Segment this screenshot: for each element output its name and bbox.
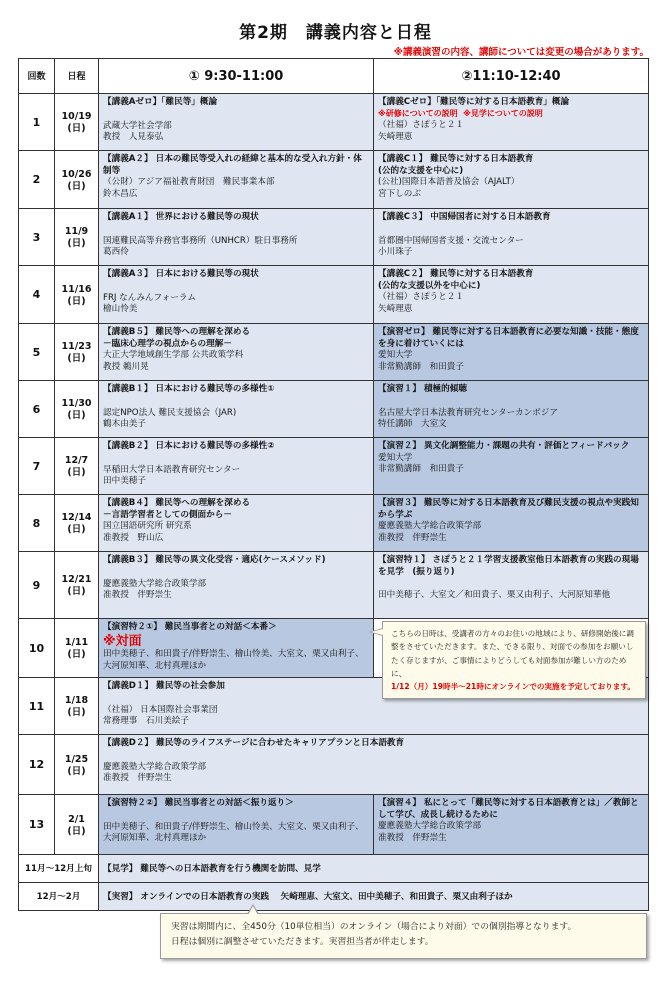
practice-note-line1: 実習は期間内に、全450分（10単位相当）のオンライン（場合により対面）での個別指導となります。 bbox=[171, 922, 577, 932]
table-row bbox=[19, 94, 649, 151]
lecturer-name: 檜山怜美 bbox=[103, 304, 138, 315]
date-day: 11/16 bbox=[61, 283, 92, 295]
lecture-cell-full bbox=[99, 735, 649, 795]
row-date bbox=[55, 151, 99, 209]
row-date bbox=[55, 324, 99, 381]
lecturer-name: 葛西伶 bbox=[103, 247, 129, 258]
date-day: 1/18 bbox=[64, 695, 89, 707]
lecture-title: 【演習１】 積極的傾聴 bbox=[378, 384, 467, 394]
lecturer-name: 矢崎理恵 bbox=[378, 131, 413, 142]
date-weekday: (日) bbox=[67, 524, 86, 535]
lecture-cell-am bbox=[99, 151, 374, 209]
row-number: 12 bbox=[19, 735, 55, 795]
date-weekday: (日) bbox=[67, 410, 86, 421]
lecturer-org: 首都圏中国帰国者支援・交流センター bbox=[378, 235, 524, 246]
table-row bbox=[19, 209, 649, 266]
row-date bbox=[55, 495, 99, 552]
lecturer-names: 田中美穂子、和田貴子/伴野崇生、檜山怜美、大室文、栗又由利子、大河原知華、北村真理ほか bbox=[103, 821, 364, 844]
lecture-title: 【演習ゼロ】 難民等に対する日本語教育に必要な知識・技能・態度を身に着けていくには bbox=[378, 327, 639, 349]
date-weekday: (日) bbox=[67, 123, 86, 134]
lecture-cell-pm bbox=[374, 266, 649, 324]
lecture-title: 【講義D２】 難民等のライフステージに合わせたキャリアプランと日本語教育 bbox=[103, 738, 405, 748]
lecturer-name: 教授 鵜川晃 bbox=[103, 361, 149, 372]
practice-row bbox=[19, 883, 649, 911]
lecturer-org: （社福）さぽうと２１ bbox=[378, 292, 464, 303]
lecturer-name: 宮下しのぶ bbox=[378, 188, 421, 199]
lecture-cell-pm bbox=[374, 438, 649, 495]
row-date bbox=[55, 678, 99, 735]
lecturer-org: 武蔵大学社会学部 bbox=[103, 120, 172, 131]
practice-note-callout bbox=[160, 913, 647, 959]
lecturer-org: （社福） 日本国際社会事業団 bbox=[103, 704, 218, 715]
table-row bbox=[19, 795, 649, 855]
lecture-subtitle: (公的な支援以外を中心に) bbox=[378, 280, 481, 291]
lecturer-name: 特任講師 大室文 bbox=[378, 419, 447, 430]
lecture-cell-am bbox=[99, 94, 374, 151]
date-weekday: (日) bbox=[67, 295, 86, 307]
date-weekday: (日) bbox=[67, 765, 86, 777]
lecturer-org: 慶應義塾大学総合政策学部 bbox=[378, 521, 482, 532]
lecture-subtitle: －言語学習者としての側面から－ bbox=[103, 509, 232, 520]
lecturer-name: 鈴木昌広 bbox=[103, 188, 138, 199]
lecture-title: 【演習２】 異文化調整能力・課題の共有・評価とフィードバック bbox=[378, 441, 630, 451]
lecturer-org: 愛知大学 bbox=[378, 350, 413, 361]
row-date bbox=[55, 552, 99, 619]
table-row bbox=[19, 495, 649, 552]
lecture-cell-am bbox=[99, 795, 374, 855]
date-day: 12/7 bbox=[64, 455, 89, 467]
lecturer-name: 准教授 伴野崇生 bbox=[103, 773, 172, 784]
table-row bbox=[19, 151, 649, 209]
lecturer-org: FRJ なんみんフォーラム bbox=[103, 292, 197, 303]
lecturer-org: 大正大学地域創生学部 公共政策学科 bbox=[103, 350, 244, 361]
date-day: 11/30 bbox=[61, 398, 92, 410]
lecturer-name: 准教授 伴野崇生 bbox=[103, 590, 172, 601]
lecturer-name: 非常勤講師 和田貴子 bbox=[378, 464, 464, 475]
lecture-title: 【演習３】 難民等に対する日本語教育及び難民支援の視点や実践知から学ぶ bbox=[378, 498, 639, 520]
header-date: 日程 bbox=[55, 59, 99, 94]
lecture-cell-pm bbox=[374, 94, 649, 151]
lecturer-name: 小川珠子 bbox=[378, 247, 413, 258]
date-weekday: (日) bbox=[67, 467, 86, 478]
date-day: 10/19 bbox=[61, 111, 92, 123]
date-day: 10/26 bbox=[61, 168, 92, 180]
lecture-title: 【講義Cゼロ】「難民等に対する日本語教育」概論 bbox=[378, 97, 570, 107]
lecturer-org: 愛知大学 bbox=[378, 452, 413, 463]
visit-period: 11月～12月上旬 bbox=[19, 855, 99, 883]
online-option-date: 1/12（月）19時半～21時にオンラインでの実施を予定しております。 bbox=[391, 682, 635, 692]
lecture-cell-am bbox=[99, 619, 374, 678]
lecturer-name: 准教授 伴野崇生 bbox=[378, 532, 447, 543]
lecture-cell-am bbox=[99, 381, 374, 438]
lecturer-name: 矢崎理恵 bbox=[378, 303, 413, 314]
lecture-title: 【講義Aゼロ】「難民等」概論 bbox=[103, 97, 218, 107]
lecture-title: 【講義B３】 難民等の異文化受容・適応(ケースメソッド) bbox=[103, 555, 326, 565]
row-date bbox=[55, 795, 99, 855]
lecture-title: 【講義B４】 難民等への理解を深める bbox=[103, 498, 251, 508]
lecturer-name: 常務理事 石川美絵子 bbox=[103, 716, 189, 727]
lecture-cell-am bbox=[99, 495, 374, 552]
lecture-title: 【講義C３】 中国帰国者に対する日本語教育 bbox=[378, 212, 551, 222]
date-day: 12/21 bbox=[61, 574, 92, 586]
lecture-cell-pm bbox=[374, 209, 649, 266]
lecture-title: 【講義B５】 難民等への理解を深める bbox=[103, 327, 251, 337]
date-weekday: (日) bbox=[67, 238, 86, 249]
date-weekday: (日) bbox=[67, 649, 86, 660]
date-day: 12/14 bbox=[61, 512, 92, 524]
page-title: 第2期 講義内容と日程 bbox=[239, 23, 432, 43]
lecture-title: 【演習４】 私にとって「難民等に対する日本語教育とは」／教師として学び、成長し続けるために bbox=[378, 798, 639, 820]
header-no: 回数 bbox=[19, 59, 55, 94]
lecturer-org: 慶應義塾大学総合政策学部 bbox=[103, 761, 207, 772]
practice-description: 【実習】 オンラインでの日本語教育の実践 矢崎理恵、大室文、田中美穂子、和田貴子、栗又由利子ほか bbox=[99, 883, 649, 911]
lecture-cell-pm bbox=[374, 552, 649, 619]
row-number: 13 bbox=[19, 795, 55, 855]
table-row bbox=[19, 324, 649, 381]
lecture-cell-pm bbox=[374, 324, 649, 381]
lecture-cell-am bbox=[99, 209, 374, 266]
visit-row bbox=[19, 855, 649, 883]
lecture-cell-am bbox=[99, 438, 374, 495]
table-row bbox=[19, 552, 649, 619]
lecturer-org: 慶應義塾大学総合政策学部 bbox=[378, 821, 482, 832]
date-day: 1/11 bbox=[64, 637, 89, 649]
lecturer-name: 准教授 伴野崇生 bbox=[378, 832, 447, 843]
lecture-title: 【講義C２】 難民等に対する日本語教育 bbox=[378, 269, 534, 279]
row-number: 8 bbox=[19, 495, 55, 552]
row-number: 10 bbox=[19, 619, 55, 678]
row-number: 9 bbox=[19, 552, 55, 619]
lecture-cell-am bbox=[99, 324, 374, 381]
lecturer-org: 国立国語研究所 研究系 bbox=[103, 521, 192, 532]
lecturer-org: 慶應義塾大学総合政策学部 bbox=[103, 578, 207, 589]
lecture-cell-pm bbox=[374, 151, 649, 209]
visit-description: 【見学】 難民等への日本語教育を行う機関を訪問、見学 bbox=[99, 855, 649, 883]
row-number: 5 bbox=[19, 324, 55, 381]
row-date bbox=[55, 381, 99, 438]
lecture-cell-pm bbox=[374, 795, 649, 855]
lecture-title: 【演習特２①】 難民当事者との対話＜本番＞ bbox=[103, 622, 277, 632]
table-row bbox=[19, 438, 649, 495]
header-slot1: ① 9:30-11:00 bbox=[99, 59, 374, 94]
lecturer-org: （公財）アジア福祉教育財団 難民事業本部 bbox=[103, 177, 275, 188]
date-day: 1/25 bbox=[64, 753, 89, 765]
date-weekday: (日) bbox=[67, 586, 86, 597]
lecture-cell-am bbox=[99, 552, 374, 619]
training-explanation-link[interactable]: ※研修についての説明 bbox=[378, 108, 458, 118]
table-row bbox=[19, 266, 649, 324]
date-weekday: (日) bbox=[67, 353, 86, 364]
practice-period: 12月～2月 bbox=[19, 883, 99, 911]
row-number: 4 bbox=[19, 266, 55, 324]
date-weekday: (日) bbox=[67, 707, 86, 718]
lecturer-name: 田中美穂子 bbox=[103, 476, 146, 487]
row-date bbox=[55, 438, 99, 495]
row-number: 1 bbox=[19, 94, 55, 151]
lecture-subtitle: (公的な支援を中心に) bbox=[378, 165, 464, 176]
lecture-cell-am bbox=[99, 266, 374, 324]
lecture-cell-pm bbox=[374, 495, 649, 552]
date-day: 11/9 bbox=[64, 226, 89, 238]
row-number: 2 bbox=[19, 151, 55, 209]
lecturer-names: 田中美穂子、和田貴子/伴野崇生、檜山怜美、大室文、栗又由利子、大河原知華、北村真理ほか bbox=[103, 649, 364, 671]
row-date bbox=[55, 266, 99, 324]
practice-note-line2: 日程は個別に調整させていただきます。実習担当者が伴走します。 bbox=[171, 936, 434, 947]
lecture-cell-pm bbox=[374, 381, 649, 438]
lecturer-name: 准教授 野山広 bbox=[103, 532, 164, 543]
lecture-title: 【講義B１】 日本における難民等の多様性① bbox=[103, 384, 275, 394]
row-date bbox=[55, 94, 99, 151]
observation-explanation-link[interactable]: ※見学についての説明 bbox=[463, 108, 543, 118]
change-notice: ※講義演習の内容、講師については変更の場合があります。 bbox=[393, 47, 649, 58]
in-person-mark: ※対面 bbox=[103, 633, 142, 649]
lecture-title: 【演習特２②】 難民当事者との対話＜振り返り＞ bbox=[103, 798, 294, 808]
lecture-title: 【講義A２】 日本の難民等受入れの経緯と基本的な受入れ方針・体制等 bbox=[103, 154, 362, 176]
lecturer-org: 早稲田大学日本語教育研究センター bbox=[103, 464, 241, 475]
lecturer-org: （社福）さぽうと２１ bbox=[378, 120, 464, 131]
lecturer-name: 教授 人見泰弘 bbox=[103, 132, 164, 143]
row-number: 3 bbox=[19, 209, 55, 266]
table-row bbox=[19, 735, 649, 795]
lecture-subtitle: －臨床心理学の視点からの理解－ bbox=[103, 338, 232, 349]
row-date bbox=[55, 209, 99, 266]
online-option-callout bbox=[382, 621, 646, 699]
table-row bbox=[19, 381, 649, 438]
date-day: 2/1 bbox=[68, 813, 85, 825]
schedule-table bbox=[18, 58, 649, 911]
row-number: 11 bbox=[19, 678, 55, 735]
lecture-title: 【講義C１】 難民等に対する日本語教育 bbox=[378, 154, 534, 164]
lecturer-names: 田中美穂子、大室文／和田貴子、栗又由利子、大河原知華他 bbox=[378, 590, 611, 601]
online-option-text: こちらの日時は、受講者の方々のお住いの地域により、研修開始後に調整をさせていただきます。また、できる限り、対面での参加をお願いしたく存じますが、ご事情によりどうしても対面参加が難しい方のために、 bbox=[391, 629, 634, 678]
row-number: 7 bbox=[19, 438, 55, 495]
lecture-title: 【講義B２】 日本における難民等の多様性② bbox=[103, 441, 275, 451]
lecturer-org: 国連難民高等弁務官事務所（UNHCR）駐日事務所 bbox=[103, 235, 298, 246]
lecture-title: 【講義D１】 難民等の社会参加 bbox=[103, 681, 225, 691]
row-date bbox=[55, 619, 99, 678]
lecture-title: 【講義A３】 日本における難民等の現状 bbox=[103, 269, 259, 279]
header-row bbox=[19, 59, 649, 94]
lecturer-org: (公社)国際日本語普及協会（AJALT） bbox=[378, 177, 520, 188]
lecturer-org: 認定NPO法人 難民支援協会（JAR) bbox=[103, 407, 237, 418]
lecture-title: 【講義A１】 世界における難民等の現状 bbox=[103, 212, 259, 222]
date-weekday: (日) bbox=[67, 825, 86, 837]
lecture-title: 【演習特１】 さぽうと２１学習支援教室他日本語教育の実践の現場を見学 (振り返り) bbox=[378, 555, 639, 577]
date-day: 11/23 bbox=[61, 341, 92, 353]
lecturer-name: 非常勤講師 和田貴子 bbox=[378, 361, 464, 372]
row-number: 6 bbox=[19, 381, 55, 438]
row-date bbox=[55, 735, 99, 795]
lecturer-name: 鶴木由美子 bbox=[103, 419, 146, 430]
lecturer-org: 名古屋大学日本法教育研究センターカンボジア bbox=[378, 407, 558, 418]
date-weekday: (日) bbox=[67, 180, 86, 192]
header-slot2: ②11:10-12:40 bbox=[374, 59, 649, 94]
